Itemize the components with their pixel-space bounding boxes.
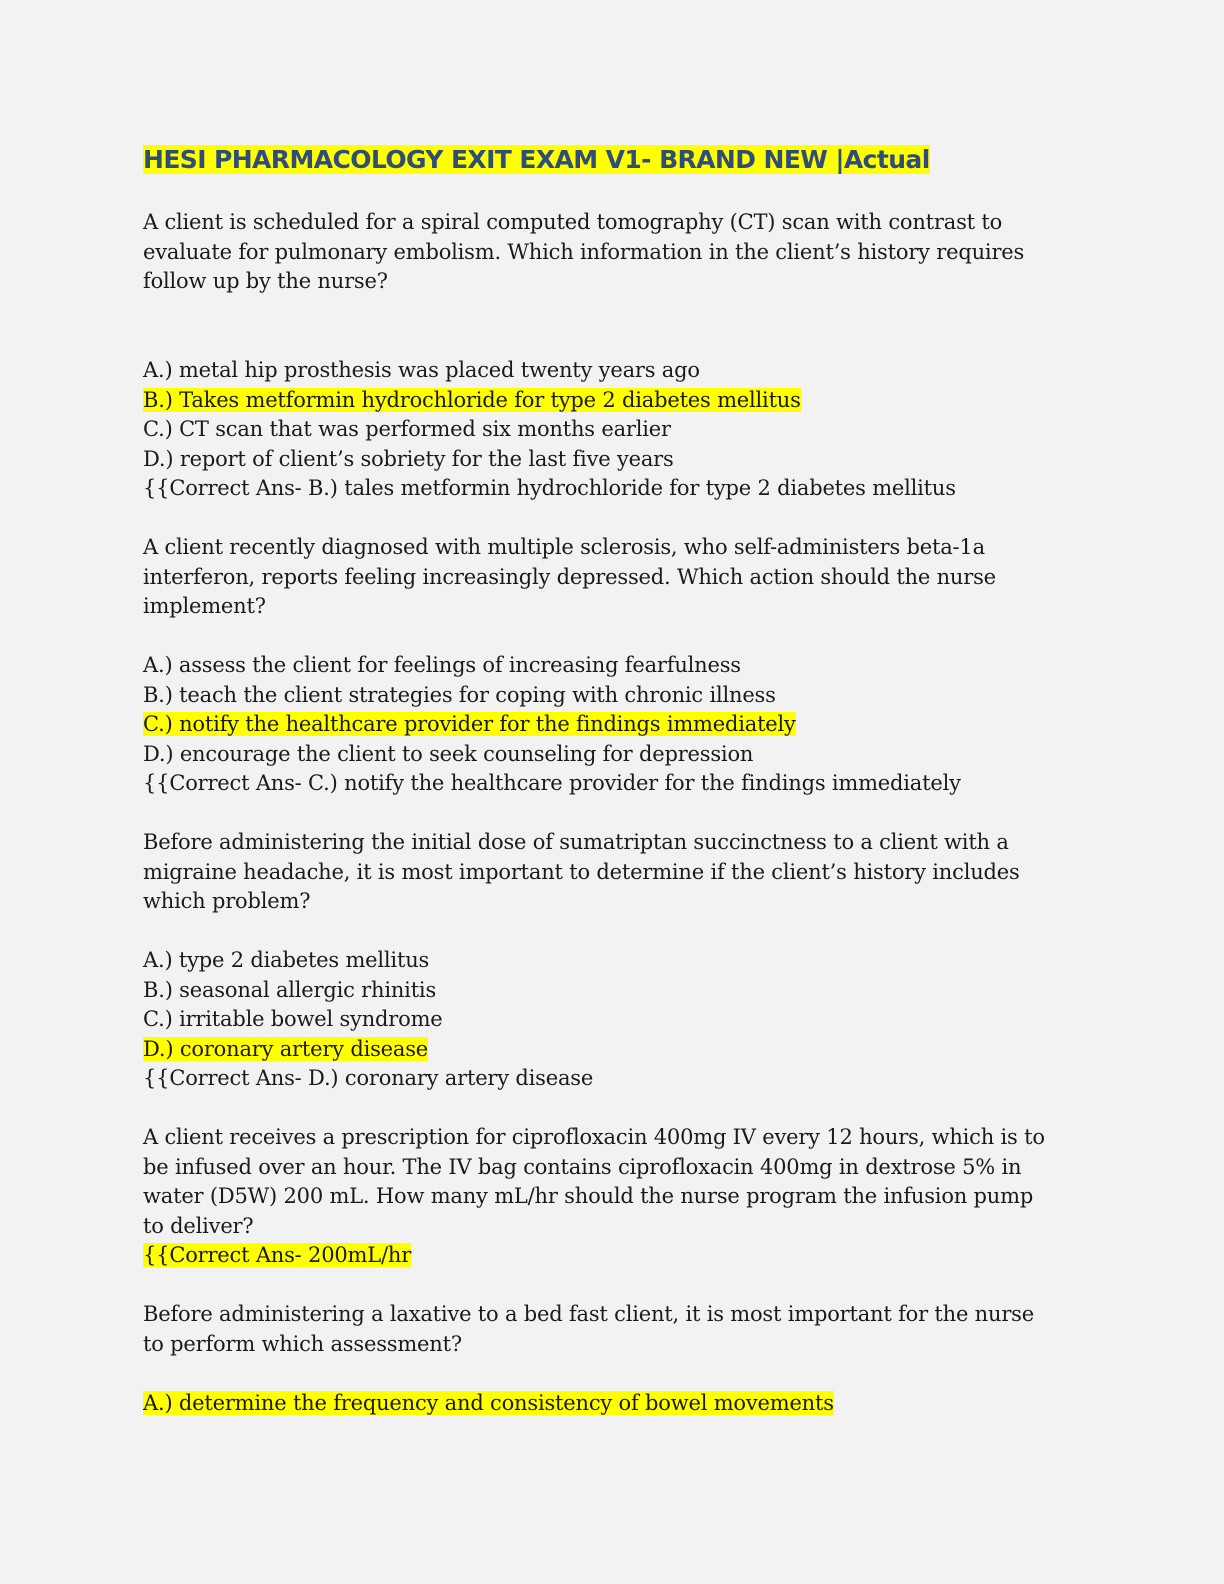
correct-answer: {{Correct Ans- C.) notify the healthcare provider for the findings immediately [143,771,961,795]
question-3-stem [143,828,1073,917]
correct-answer [143,1241,1073,1271]
question-text-line: to deliver? [143,1213,254,1238]
question-text-line: evaluate for pulmonary embolism. Which information in the client’s history requires [143,239,1025,264]
answer-option-b [143,386,1073,416]
question-text-line: water (D5W) 200 mL. How many mL/hr should the nurse program the infusion pump [143,1184,1034,1208]
question-2-stem [143,533,1073,622]
answer-option-a: A.) type 2 diabetes mellitus [143,948,430,972]
question-3-options [143,946,1073,1094]
highlighted-answer: {{Correct Ans- 200mL/hr [143,1243,412,1267]
answer-option-a: A.) metal hip prosthesis was placed twenty years ago [143,358,700,382]
question-text-line: A client receives a prescription for ciprofloxacin 400mg IV every 12 hours, which is to [143,1125,1045,1149]
answer-option-c [143,710,1073,740]
question-1-stem [143,208,1073,297]
question-5-stem [143,1300,1073,1359]
question-text-line: which problem? [143,889,311,913]
answer-option-b: B.) seasonal allergic rhinitis [143,977,437,1002]
question-text-line: Before administering a laxative to a bed fast client, it is most important for the nurse [143,1302,1034,1326]
answer-option-d: D.) encourage the client to seek counseling for depression [143,741,754,766]
document-title [143,143,930,177]
answer-option-a: A.) assess the client for feelings of increasing fearfulness [143,653,741,677]
correct-answer: {{Correct Ans- D.) coronary artery disease [143,1066,594,1090]
answer-option-a [143,1389,1073,1419]
question-1-options [143,356,1073,504]
question-text-line: be infused over an hour. The IV bag contains ciprofloxacin 400mg in dextrose 5% in [143,1154,1022,1179]
answer-option-c: C.) irritable bowel syndrome [143,1007,443,1031]
highlighted-option: B.) Takes metformin hydrochloride for type 2 diabetes mellitus [143,387,801,412]
answer-option-b: B.) teach the client strategies for coping with chronic illness [143,682,776,707]
question-text-line: migraine headache, it is most important to determine if the client’s history includes [143,859,1020,884]
highlighted-option: D.) coronary artery disease [143,1036,429,1061]
question-4-stem [143,1123,1073,1271]
question-text-line: A client recently diagnosed with multiple sclerosis, who self-administers beta-1a [143,535,985,559]
highlighted-option: A.) determine the frequency and consistency of bowel movements [143,1391,834,1415]
question-text-line: implement? [143,594,266,618]
question-text-line: interferon, reports feeling increasingly depressed. Which action should the nurse [143,564,996,589]
question-text-line: Before administering the initial dose of sumatriptan succinctness to a client with a [143,830,1009,854]
question-2-options [143,651,1073,799]
highlighted-option: C.) notify the healthcare provider for the findings immediately [143,712,796,736]
question-text-line: follow up by the nurse? [143,269,388,293]
answer-option-d [143,1035,1073,1065]
question-text-line: A client is scheduled for a spiral computed tomography (CT) scan with contrast to [143,210,1003,234]
question-5-options [143,1389,1073,1419]
title-highlight: HESI PHARMACOLOGY EXIT EXAM V1- BRAND NEW |Actual [143,145,930,174]
answer-option-c: C.) CT scan that was performed six months earlier [143,417,671,441]
answer-option-d: D.) report of client’s sobriety for the last five years [143,446,674,471]
question-text-line: to perform which assessment? [143,1331,462,1356]
correct-answer: {{Correct Ans- B.) tales metformin hydrochloride for type 2 diabetes mellitus [143,476,956,500]
